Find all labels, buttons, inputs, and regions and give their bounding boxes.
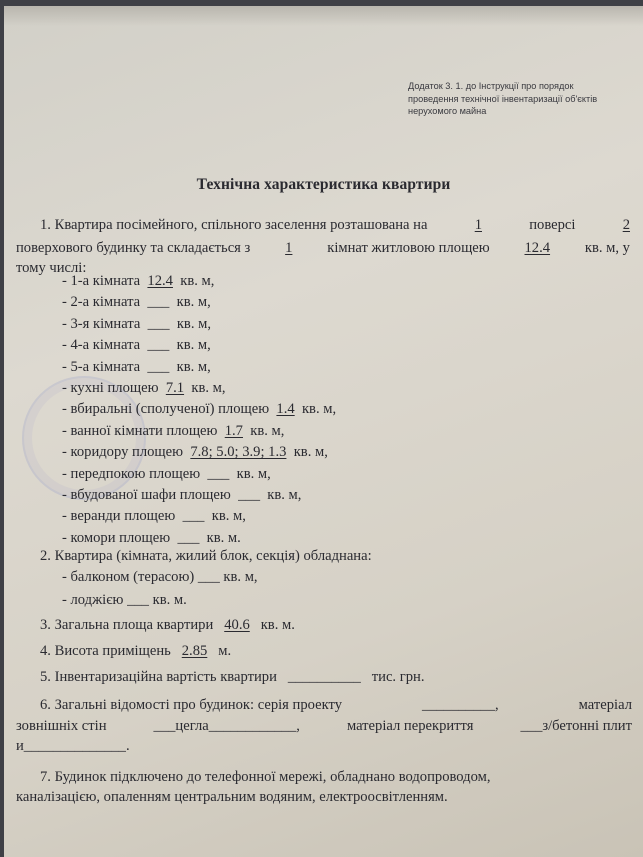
room-area-value: ___ <box>238 487 260 503</box>
item1-text: 1. Квартира посімейного, спільного заселення розташована на <box>40 217 428 233</box>
room-area-value: 12.4 <box>147 273 173 289</box>
room-area-value: ___ <box>147 294 170 311</box>
project-series-value: __________, <box>422 697 499 713</box>
item1-line2 <box>16 239 630 257</box>
item1-text: поверсі <box>529 217 576 233</box>
item2-pre: - лоджією <box>62 592 124 608</box>
item6-line3: и______________. <box>16 738 130 754</box>
item4-text: м. <box>218 643 232 659</box>
item5-text: 5. Інвентаризаційна вартість квартири <box>40 669 277 685</box>
item2-heading: 2. Квартира (кімната, жилий блок, секція) обладнана: <box>40 548 372 564</box>
room-area-value: ___ <box>147 337 170 354</box>
item2-post: кв. м. <box>152 592 187 608</box>
item5-text: тис. грн. <box>371 669 425 685</box>
room-label: - 2-а кімната <box>62 294 141 311</box>
room-area-value: ___ <box>182 508 205 525</box>
item3-line <box>40 616 295 634</box>
room-unit: кв. м, <box>211 508 246 525</box>
room-label: - комори площею <box>62 529 171 546</box>
document-title: Технічна характеристика квартири <box>196 176 451 193</box>
inventory-value: __________ <box>287 669 361 685</box>
room-line <box>62 272 214 290</box>
item6-line1 <box>40 696 632 714</box>
room-unit: кв. м, <box>176 358 211 375</box>
item2-val: ___ <box>197 569 220 585</box>
room-line <box>62 315 211 333</box>
room-line <box>62 358 211 376</box>
item2-row <box>62 568 258 586</box>
room-area-value: ___ <box>147 315 170 332</box>
item4-line <box>40 642 231 660</box>
room-label: - 3-я кімната <box>62 315 141 332</box>
annex-line: нерухомого майна <box>408 106 487 116</box>
item1-line1 <box>40 216 630 234</box>
room-area-value: ___ <box>147 358 170 375</box>
item6-text: 6. Загальні відомості про будинок: серія проекту <box>40 697 342 713</box>
floors-total-value: 2 <box>622 217 630 233</box>
room-area-value: ___ <box>177 529 200 546</box>
room-area-value: 1.4 <box>276 401 295 418</box>
room-unit: кв. м, <box>176 337 211 354</box>
annex-note <box>408 80 638 118</box>
item7-line2: каналізацією, опаленням центральним водяним, електроосвітленням. <box>16 789 448 805</box>
room-unit: кв. м, <box>250 422 285 439</box>
room-line <box>62 486 301 504</box>
room-line <box>62 422 284 440</box>
item3-text: 3. Загальна площа квартири <box>40 617 214 633</box>
item7-line1: 7. Будинок підключено до телефонної мережі, обладнано водопроводом, <box>40 769 491 785</box>
item2-row <box>62 591 187 609</box>
room-line <box>62 507 246 525</box>
room-area-value: ___ <box>207 465 230 482</box>
room-line <box>62 379 226 397</box>
room-line <box>62 529 241 547</box>
room-area-value: 7.8; 5.0; 3.9; 1.3 <box>190 444 287 461</box>
height-value: 2.85 <box>181 643 208 659</box>
living-area-value: 12.4 <box>524 240 551 256</box>
room-label: - ванної кімнати площею <box>62 422 218 439</box>
item4-text: 4. Висота приміщень <box>40 643 171 659</box>
item1-text: кв. м, у <box>584 240 630 256</box>
annex-line: проведення технічної інвентаризації об'єктів <box>408 93 598 104</box>
room-unit: кв. м, <box>267 487 302 503</box>
item2-post: кв. м, <box>223 569 258 585</box>
room-line <box>62 336 211 354</box>
room-label: - 1-а кімната <box>62 273 141 289</box>
room-label: - 4-а кімната <box>62 337 141 354</box>
room-label: - вбудованої шафи площею <box>62 487 231 503</box>
item1-line3: тому числі: <box>16 260 87 276</box>
page-shadow <box>4 6 643 26</box>
room-label: - вбиральні (сполученої) площею <box>62 401 270 418</box>
room-unit: кв. м. <box>206 529 241 546</box>
room-line <box>62 465 271 483</box>
room-label: - коридору площею <box>62 444 184 461</box>
room-unit: кв. м, <box>180 273 215 289</box>
room-label: - передпокою площею <box>62 465 201 482</box>
annex-line: Додаток 3. 1. до Інструкції про порядок <box>408 81 574 91</box>
total-area-value: 40.6 <box>224 617 250 633</box>
item6-text: матеріал <box>578 697 632 713</box>
room-line <box>62 400 336 418</box>
wall-material-value: ___цегла____________, <box>153 718 300 734</box>
room-unit: кв. м, <box>176 315 212 332</box>
room-unit: кв. м, <box>236 465 271 482</box>
floor-material-value: ___з/бетонні плит <box>520 718 632 734</box>
room-line <box>62 443 328 461</box>
room-unit: кв. м, <box>191 380 226 396</box>
room-unit: кв. м, <box>301 401 337 418</box>
item6-text: зовнішніх стін <box>16 718 107 734</box>
item6-text: матеріал перекриття <box>346 718 474 734</box>
room-line <box>62 293 211 311</box>
item1-text: кімнат житловою площею <box>327 240 490 256</box>
room-label: - кухні площею <box>62 380 159 396</box>
room-area-value: 7.1 <box>165 380 185 396</box>
item3-text: кв. м. <box>260 617 295 633</box>
room-unit: кв. м, <box>293 444 328 461</box>
room-label: - веранди площею <box>62 508 176 525</box>
rooms-count-value: 1 <box>285 240 293 256</box>
floor-value: 1 <box>474 217 482 233</box>
item6-line2 <box>16 717 632 735</box>
item1-text: поверхового будинку та складається з <box>16 240 251 256</box>
room-label: - 5-а кімната <box>62 358 141 375</box>
item2-val: ___ <box>127 592 149 608</box>
document-page <box>4 6 643 857</box>
room-unit: кв. м, <box>176 294 211 311</box>
item5-line <box>40 668 424 686</box>
item2-pre: - балконом (терасою) <box>62 569 195 585</box>
room-area-value: 1.7 <box>224 422 243 439</box>
